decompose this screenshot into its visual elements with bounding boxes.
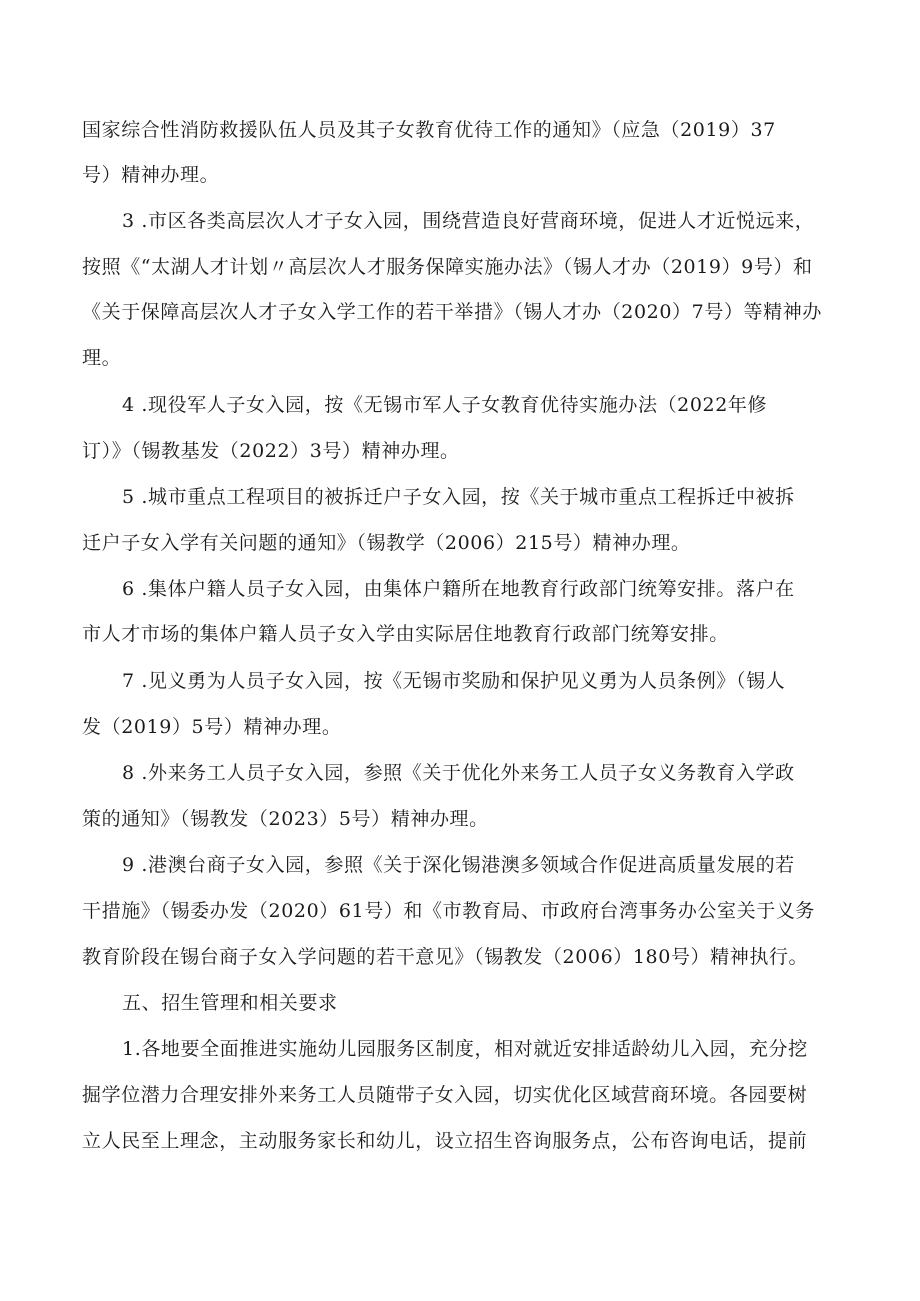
text-line: 7 .见义勇为人员子女入园，按《无锡市奖励和保护见义勇为人员条例》（锡人: [122, 670, 786, 692]
text-line: 8 .外来务工人员子女入园，参照《关于优化外来务工人员子女义务教育入学政: [122, 762, 795, 784]
text-line: 3 .市区各类高层次人才子女入园，围绕营造良好营商环境，促进人才近悦远来，: [122, 210, 815, 232]
text-line: 6 .集体户籍人员子女入园，由集体户籍所在地教育行政部门统筹安排。落户在: [122, 578, 795, 600]
text-line: 1.各地要全面推进实施幼儿园服务区制度，相对就近安排适龄幼儿入园，充分挖: [122, 1038, 808, 1060]
text-line: 掘学位潜力合理安排外来务工人员随带子女入园，切实优化区域营商环境。各园要树: [82, 1084, 808, 1106]
text-line: 立人民至上理念，主动服务家长和幼儿，设立招生咨询服务点，公布咨询电话，提前: [82, 1130, 808, 1152]
text-line: 策的通知》（锡教发（2023）5号）精神办理。: [82, 808, 489, 830]
text-line: 4 .现役军人子女入园，按《无锡市军人子女教育优待实施办法（2022年修: [122, 394, 768, 416]
text-line: 国家综合性消防救援队伍人员及其子女教育优待工作的通知》（应急（2019）37: [82, 119, 776, 141]
text-line: 9 .港澳台商子女入园，参照《关于深化锡港澳多领域合作促进高质量发展的若: [122, 854, 795, 876]
text-line: 市人才市场的集体户籍人员子女入学由实际居住地教育行政部门统筹安排。: [82, 623, 729, 645]
text-line: 订）》（锡教基发（2022）3号）精神办理。: [82, 440, 460, 462]
text-line: 理。: [82, 347, 122, 369]
text-line: 发（2019）5号）精神办理。: [82, 716, 342, 738]
text-line: 教育阶段在锡台商子女入学问题的若干意见》（锡教发（2006）180号）精神执行。: [82, 946, 809, 968]
text-line: 迁户子女入学有关问题的通知》（锡教学（2006）215号）精神办理。: [82, 532, 691, 554]
section-heading: 五、招生管理和相关要求: [122, 992, 338, 1014]
text-line: 号）精神办理。: [82, 164, 220, 186]
text-line: 干措施》（锡委办发（2020）61号）和《市教育局、市政府台湾事务办公室关于义务: [82, 900, 816, 922]
text-line: 5 .城市重点工程项目的被拆迁户子女入园，按《关于城市重点工程拆迁中被拆: [122, 486, 795, 508]
text-line: 按照《“太湖人才计划〃高层次人才服务保障实施办法》（锡人才办（2019）9号）和: [82, 256, 813, 278]
text-line: 《关于保障高层次人才子女入学工作的若干举措》（锡人才办（2020）7号）等精神办: [82, 301, 822, 323]
